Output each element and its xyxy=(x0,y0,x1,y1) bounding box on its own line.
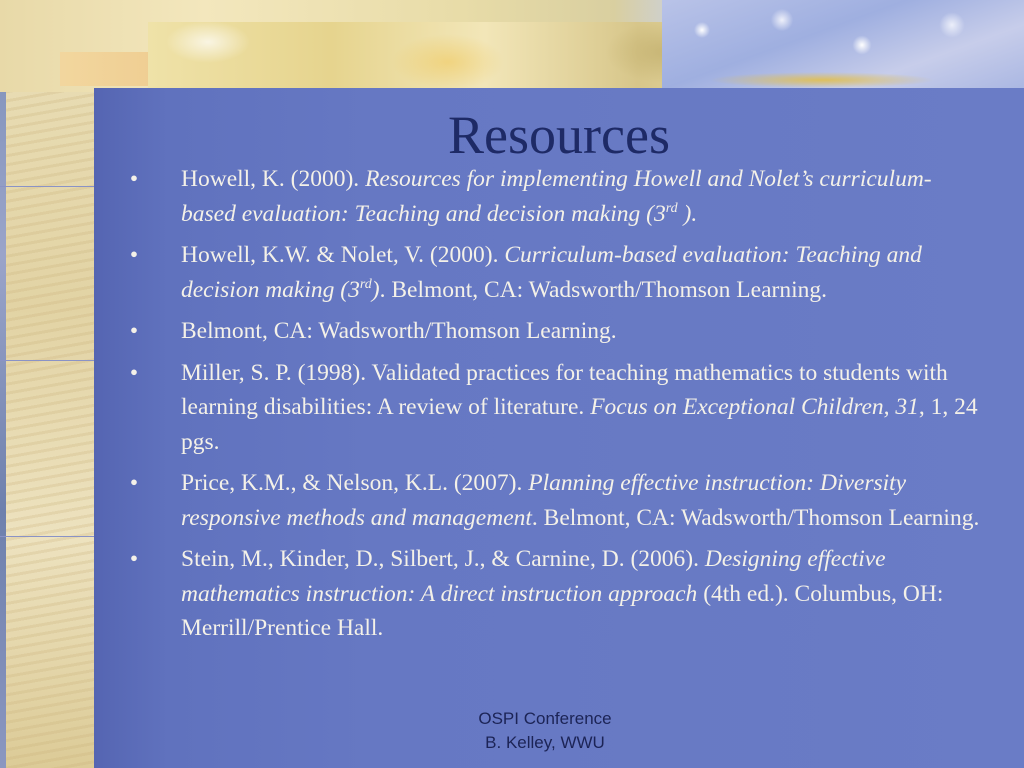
reference-text: . Belmont, CA: Wadsworth/Thomson Learning. xyxy=(379,276,827,303)
reference-text: Howell, K.W. & Nolet, V. (2000). xyxy=(181,242,505,268)
reference-italic-text: ). xyxy=(677,200,698,227)
bullet-icon: • xyxy=(129,242,139,268)
reference-text: Howell, K. (2000). xyxy=(181,166,366,192)
reference-italic-text: rd xyxy=(665,200,678,216)
reference-italic-text: Curriculum-based evaluation: Teaching and decision making (3 xyxy=(181,242,922,303)
reference-italic-text: Planning effective instruction: Diversity responsive methods and management xyxy=(181,470,907,531)
reference-text: , 1, 24 pgs. xyxy=(181,394,978,455)
bullet-icon: • xyxy=(129,546,139,572)
reference-text: Belmont, CA: Wadsworth/Thomson Learning. xyxy=(181,318,617,344)
reference-italic-text: rd xyxy=(359,276,372,292)
reference-item xyxy=(124,162,986,231)
decorative-banner xyxy=(0,0,1024,92)
reference-list xyxy=(124,162,986,653)
reference-text: Price, K.M., & Nelson, K.L. (2007). xyxy=(181,470,529,496)
footer-line-author: B. Kelley, WWU xyxy=(485,733,605,752)
reference-item xyxy=(124,542,986,646)
bullet-icon: • xyxy=(129,470,139,496)
reference-italic-text: ) xyxy=(371,276,380,303)
footer-line-conference: OSPI Conference xyxy=(478,709,612,728)
left-divider-line xyxy=(0,186,96,187)
reference-text: Stein, M., Kinder, D., Silbert, J., & Carnine, D. (2006). xyxy=(181,546,705,572)
reference-item xyxy=(124,314,986,349)
reference-item xyxy=(124,466,986,535)
left-parchment-strip xyxy=(0,0,96,768)
reference-text: Miller, S. P. (1998). Validated practices for teaching mathematics to students with learning disabilities: A review of literature. xyxy=(181,359,948,420)
reference-italic-text: Focus on Exceptional Children, 31 xyxy=(590,394,919,420)
banner-flowers-image xyxy=(662,0,1024,92)
reference-italic-text: Resources for implementing Howell and Nolet’s curriculum-based evaluation: Teaching and decision making (3 xyxy=(181,166,932,227)
slide-title: Resources xyxy=(448,105,670,165)
left-divider-line xyxy=(0,360,96,361)
bullet-icon: • xyxy=(129,359,139,386)
reference-item xyxy=(124,238,986,307)
reference-item xyxy=(124,356,986,460)
banner-corner-image xyxy=(60,52,150,86)
left-divider-line xyxy=(0,536,96,537)
left-edge-border xyxy=(0,0,6,768)
slide-footer xyxy=(440,707,650,755)
bullet-icon: • xyxy=(129,318,139,344)
reference-text: . Belmont, CA: Wadsworth/Thomson Learning. xyxy=(531,504,980,531)
bullet-icon: • xyxy=(129,166,139,192)
reference-italic-text: Designing effective mathematics instruction: A direct instruction approach xyxy=(181,546,886,607)
reference-text: (4th ed.). Columbus, OH: Merrill/Prentice Hall. xyxy=(181,580,944,641)
